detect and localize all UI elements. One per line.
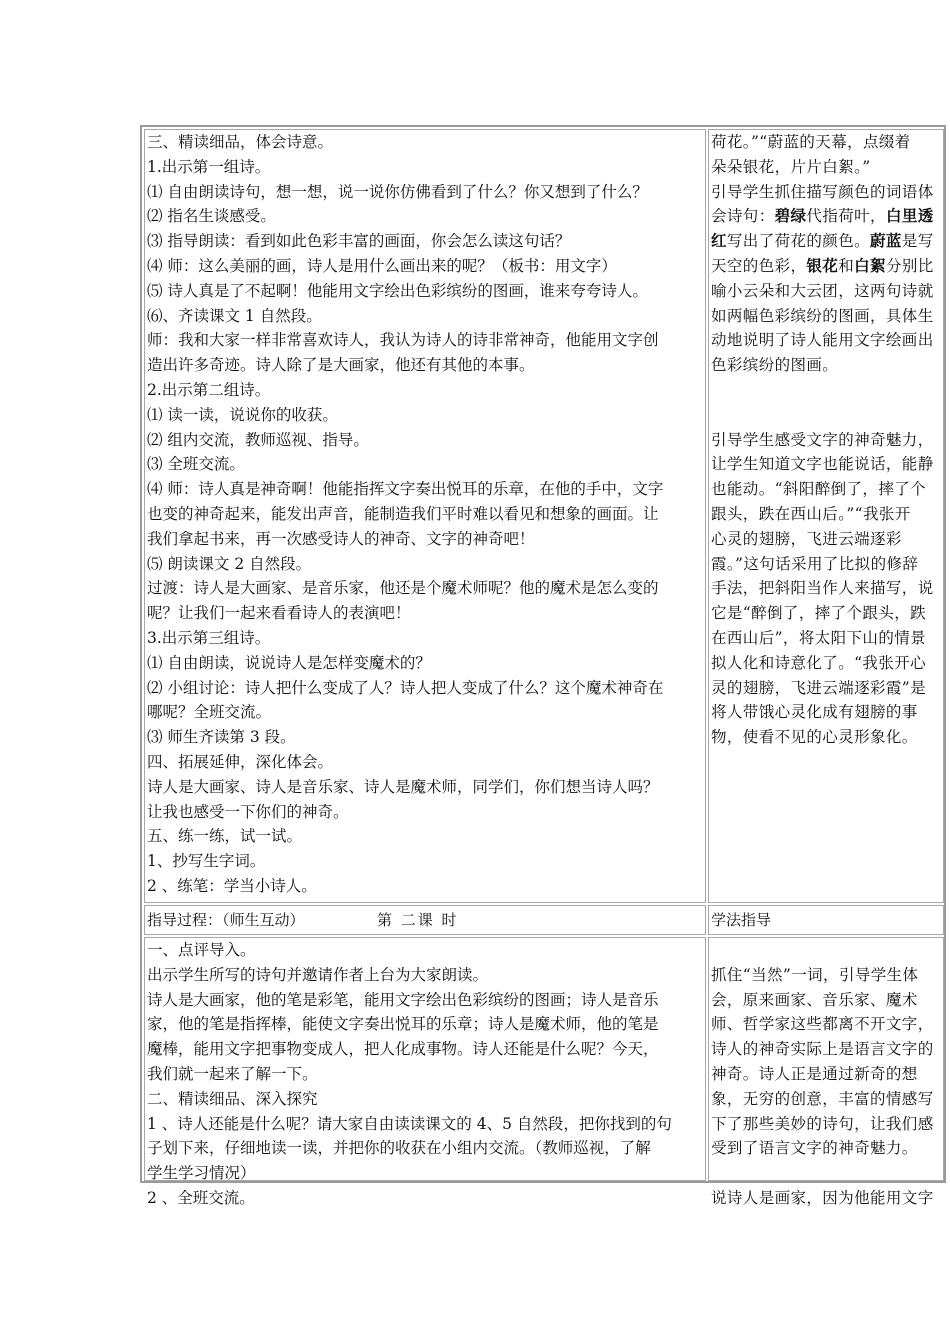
text-line: 会，原来画家、音乐家、魔术 [711, 990, 918, 1009]
text-line: 说诗人是画家，因为他能用文字 [711, 1188, 934, 1207]
text-line: 学生学习情况） [147, 1164, 256, 1183]
text-line: 荷花。”“蔚蓝的天幕，点缀着 [711, 133, 911, 151]
text-line: 三、精读细品，体会诗意。 [147, 133, 334, 151]
keyword-bold: 银花 [806, 255, 839, 275]
text-span: 分别比 [885, 256, 934, 275]
text-line: 诗人的神奇实际上是语言文字的 [711, 1040, 934, 1059]
text-line: 诗人是大画家，他的笔是彩笔，能用文字绘出色彩缤纷的图画；诗人是音乐 [147, 990, 659, 1009]
text-line: 在西山后”，将太阳下山的情景 [711, 628, 927, 647]
text-line: 受到了语言文字的神奇魅力。 [711, 1139, 918, 1158]
text-line: 师、哲学家这些都离不开文字， [711, 1015, 934, 1034]
spacer [709, 378, 943, 403]
text-line: ⑴ 自由朗读，说说诗人是怎样变魔术的？ [147, 653, 431, 672]
text-line: 拟人化和诗意化了。“我张开心 [711, 653, 927, 672]
text-line: 师：我和大家一样非常喜欢诗人，我认为诗人的诗非常神奇，他能用文字创 [147, 331, 659, 350]
text-line: 造出许多奇迹。诗人除了是大画家，他还有其他的本事。 [147, 356, 535, 375]
text-line: 我们就一起来了解一下。 [147, 1064, 318, 1083]
text-line: 喻小云朵和大云团，这两句诗就 [711, 281, 934, 300]
text-line: 魔棒，能用文字把事物变成人，把人化成事物。诗人还能是什么呢？今天， [147, 1040, 659, 1059]
text-line: ⑸ 朗读课文 2 自然段。 [147, 554, 312, 573]
text-line: 让我也感受一下你们的神奇。 [147, 802, 349, 821]
text-line: 2.出示第二组诗。 [147, 380, 271, 399]
text-line: 心灵的翅膀，飞进云端逐彩 [711, 529, 902, 548]
text-line: 引导学生感受文字的神奇魅力， [711, 430, 934, 449]
text-line: 象，无穷的创意，丰富的情感写 [711, 1089, 934, 1108]
text-span: 代指荷叶， [806, 207, 886, 226]
text-line [709, 204, 943, 229]
text-line: ⑵ 组内交流，教师巡视、指导。 [147, 430, 369, 449]
keyword-bold: 蔚蓝 [870, 231, 902, 251]
text-line: 2 、全班交流。 [147, 1188, 255, 1207]
text-line: ⑵ 小组讨论：诗人把什么变成了人？诗人把人变成了什么？这个魔术神奇在 [147, 678, 664, 697]
header-left-cell [144, 905, 706, 935]
text-line: ⑶ 指导朗读：看到如此色彩丰富的画面，你会怎么读这句话？ [147, 232, 571, 251]
text-line: 朵朵银花，片片白絮。” [711, 157, 871, 176]
text-line: ⑴ 读一读，说说你的收获。 [147, 405, 338, 424]
spacer [709, 403, 943, 428]
text-line: 哪呢？全班交流。 [147, 703, 272, 722]
text-line: 如两幅色彩缤纷的图画，具体生 [711, 306, 934, 325]
text-line: 2 、练笔：学当小诗人。 [147, 876, 317, 895]
text-line: 手法，把斜阳当作人来描写，说 [711, 579, 934, 598]
text-line: 二、精读细品、深入探究 [147, 1089, 318, 1108]
text-line: 引导学生抓住描写颜色的词语体 [711, 182, 934, 201]
text-line: 灵的翅膀，飞进云端逐彩霞”是 [711, 678, 927, 697]
text-span: 写出了荷花的颜色。 [726, 232, 871, 251]
text-span: 天空的色彩， [711, 256, 807, 275]
text-line: ⑷ 师：这么美丽的画，诗人是用什么画出来的呢？（板书：用文字） [147, 256, 617, 275]
spacer [709, 938, 943, 963]
text-line [709, 229, 943, 254]
method-guidance-cell [708, 129, 944, 903]
text-line: 1.出示第一组诗。 [147, 157, 271, 176]
text-line: 家，他的笔是指挥棒，能使文字奏出悦耳的乐章；诗人是魔术师，他的笔是 [147, 1015, 659, 1034]
teaching-process-cell [144, 129, 706, 903]
lesson-plan-table [140, 125, 946, 1207]
second-lesson-method-cell [708, 937, 944, 1207]
text-line: 将人带饿心灵化成有翅膀的事 [711, 703, 918, 722]
text-line: 3.出示第三组诗。 [147, 628, 271, 647]
header-right-cell [708, 905, 944, 935]
second-lesson-process-cell [144, 937, 706, 1207]
text-span: 会诗句： [711, 207, 775, 226]
text-line: 四、拓展延伸，深化体会。 [147, 752, 334, 771]
text-line: 让学生知道文字也能说话，能静 [711, 455, 934, 474]
lesson-period-heading: 第 二课 时 [377, 911, 459, 929]
text-line: 子划下来，仔细地读一读，并把你的收获在小组内交流。（教师巡视，了解 [147, 1139, 651, 1158]
text-span: 和 [838, 256, 855, 275]
text-line: 五、练一练，试一试。 [147, 827, 303, 846]
method-heading: 学法指导 [711, 911, 772, 929]
text-line: 跟头，跌在西山后。”“我张开 [711, 504, 911, 523]
keyword-bold: 白絮 [854, 255, 886, 275]
text-line: 1、抄写生字词。 [147, 852, 266, 871]
text-line: 我们拿起书来，再一次感受诗人的神奇、文字的神奇吧！ [147, 529, 535, 548]
text-line: 诗人是大画家、诗人是音乐家、诗人是魔术师，同学们，你们想当诗人吗？ [147, 777, 659, 796]
text-line: ⑶ 师生齐读第 3 段。 [147, 728, 296, 747]
keyword-bold: 红 [711, 231, 727, 251]
text-line: 1 、诗人还能是什么呢？请大家自由读读课文的 4、5 自然段，把你找到的句 [147, 1114, 672, 1133]
text-line: 呢？让我们一起来看看诗人的表演吧！ [147, 604, 411, 623]
text-line: 它是“醉倒了，摔了个跟头，跌 [711, 604, 927, 623]
text-line: 一、点评导入。 [147, 941, 256, 959]
text-line [709, 254, 943, 279]
keyword-bold: 白里透 [885, 206, 934, 226]
text-line: 神奇。诗人正是通过新奇的想 [711, 1064, 918, 1083]
text-line: 霞。”这句话采用了比拟的修辞 [711, 554, 919, 573]
text-line: 物，使看不见的心灵形象化。 [711, 728, 918, 747]
text-line: 动地说明了诗人能用文字绘画出 [711, 331, 934, 350]
text-line: 也变的神奇起来，能发出声音，能制造我们平时难以看见和想象的画面。让 [147, 504, 659, 523]
text-line: 抓住“当然”一词，引导学生体 [711, 965, 919, 984]
text-line: ⑷ 师：诗人真是神奇啊！他能指挥文字奏出悦耳的乐章，在他的手中，文字 [147, 480, 664, 499]
text-line: ⑶ 全班交流。 [147, 455, 245, 474]
text-line: 也能动。“斜阳醉倒了，摔了个 [711, 480, 927, 499]
text-line: ⑸ 诗人真是了不起啊！他能用文字绘出色彩缤纷的图画，谁来夸夸诗人。 [147, 281, 648, 300]
text-line: 过渡：诗人是大画家、是音乐家，他还是个魔术师呢？他的魔术是怎么变的 [147, 579, 659, 598]
text-line: 色彩缤纷的图画。 [711, 356, 839, 375]
text-line: ⑴ 自由朗读诗句，想一想，说一说你仿佛看到了什么？你又想到了什么？ [147, 182, 648, 201]
keyword-bold: 碧绿 [774, 206, 807, 226]
spacer [709, 1161, 943, 1186]
text-span: 是写 [901, 232, 934, 251]
text-line: ⑹、齐读课文 1 自然段。 [147, 306, 322, 325]
text-line: 下了那些美妙的诗句，让我们感 [711, 1114, 934, 1133]
header-row [145, 906, 705, 934]
guidance-process-heading: 指导过程：（师生互动） [147, 911, 305, 929]
text-line: 出示学生所写的诗句并邀请作者上台为大家朗读。 [147, 965, 489, 984]
text-line: ⑵ 指名生谈感受。 [147, 207, 276, 226]
